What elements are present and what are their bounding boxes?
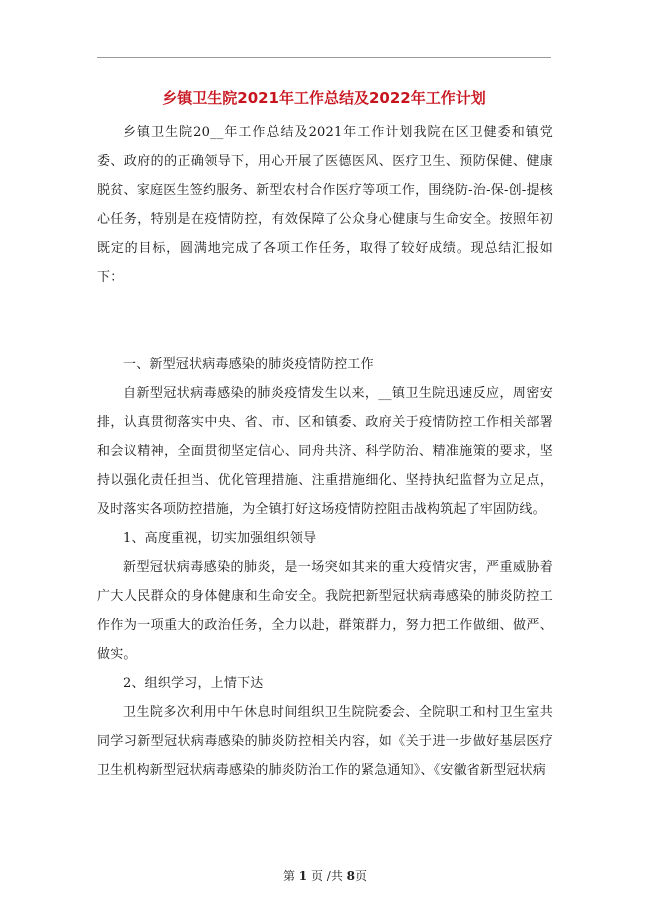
header-rule	[97, 57, 551, 58]
footer-separator: 页 /共	[310, 869, 343, 883]
footer-total-pages: 8	[346, 869, 356, 883]
section-1-paragraph: 自新型冠状病毒感染的肺炎疫情发生以来，__镇卫生院迅速反应，周密安排，认真贯彻落实中央、省、市、区和镇委、政府关于疫情防控工作相关部署和会议精神，全面贯彻坚定信心、同舟共济、科学防治、精准施策的要求，坚持以强化责任担当、优化管理措施、注重措施细化、坚持执纪监督为立足点，及时落实各项防控措施，为全镇打好这场疫情防控阻击战构筑起了牢固防线。	[97, 386, 553, 517]
subsection-2-heading: 2、组织学习，上情下达	[123, 676, 264, 691]
document-title: 乡镇卫生院2021年工作总结及2022年工作计划	[162, 89, 486, 107]
footer-page-number: 1	[298, 869, 308, 883]
document-body	[97, 118, 553, 785]
subsection-1-paragraph: 新型冠状病毒感染的肺炎，是一场突如其来的重大疫情灾害，严重威胁着广大人民群众的身体健康和生命安全。我院把新型冠状病毒感染的肺炎防控工作作为一项重大的政治任务，全力以赴，群策群力，努力把工作做细、做严、做实。	[97, 560, 553, 662]
section-1-heading: 一、新型冠状病毒感染的肺炎疫情防控工作	[123, 357, 374, 372]
footer-prefix: 第	[282, 869, 295, 883]
section-gap	[97, 292, 553, 350]
subsection-2-paragraph: 卫生院多次利用中午休息时间组织卫生院院委会、全院职工和村卫生室共同学习新型冠状病毒感染的肺炎防控相关内容，如《关于进一步做好基层医疗卫生机构新型冠状病毒感染的肺炎防治工作的紧急通知》、《安徽省新型冠状病	[97, 705, 553, 778]
intro-paragraph: 乡镇卫生院20__年工作总结及2021年工作计划我院在区卫健委和镇党委、政府的的正确领导下，用心开展了医德医风、医疗卫生、预防保健、健康脱贫、家庭医生签约服务、新型农村合作医疗等项工作，围绕防-治-保-创-提核心任务，特别是在疫情防控，有效保障了公众身心健康与生命安全。按照年初既定的目标，圆满地完成了各项工作任务，取得了较好成绩。现总结汇报如下：	[97, 125, 553, 285]
footer-suffix: 页	[355, 869, 368, 883]
subsection-1-heading: 1、高度重视，切实加强组织领导	[123, 531, 317, 546]
page-footer	[0, 867, 650, 885]
